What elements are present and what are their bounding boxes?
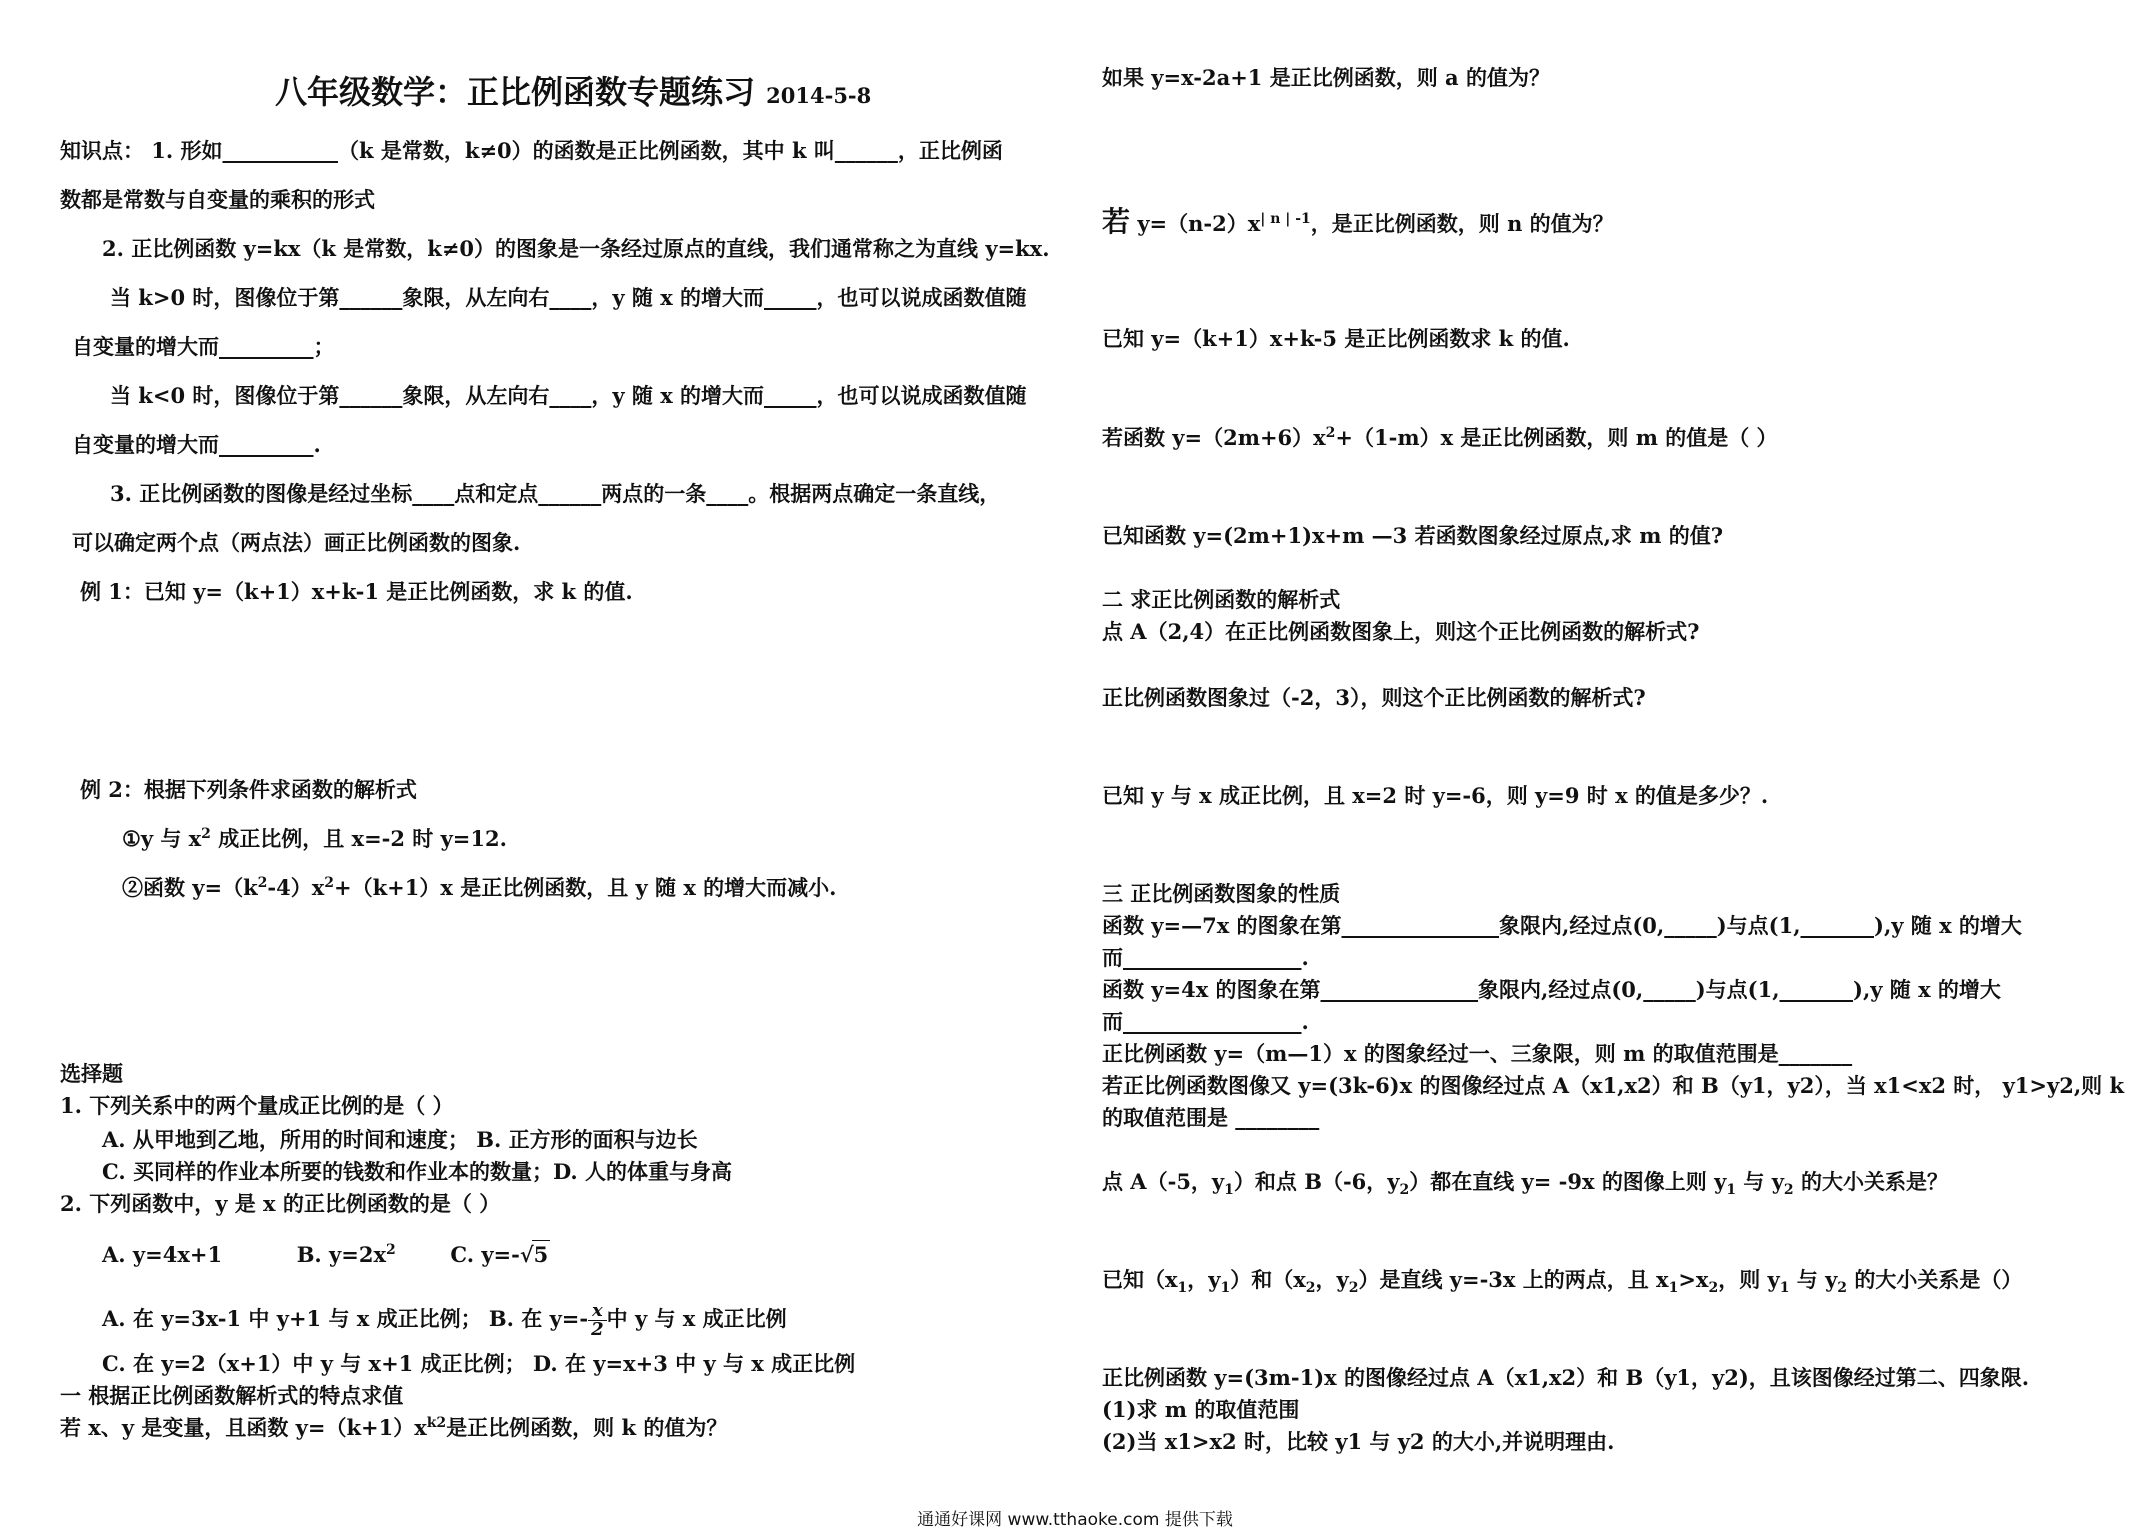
right-question-14: 已知（$x_1$，$y_1$）和（$x_2$，$y_2$）是直线 y=-3x 上的两点，且 $x_1>x_2$，则 $y_1$ 与 $y_2$ 的大小关系是（） [1102, 1267, 2023, 1297]
knowledge-point-3-line-2: 可以确定两个点（两点法）画正比例函数的图象. [72, 530, 521, 555]
right-question-11: 正比例函数 y=（m—1）x 的图象经过一、三象限，则 m 的取值范围是_______ [1102, 1041, 1853, 1066]
title-date: 2014-5-8 [766, 83, 872, 108]
knowledge-point-1-line-1: 知识点： 1. 形如___________（k 是常数，k≠0）的函数是正比例函数，其中 k 叫______，正比例函 [60, 138, 1003, 163]
example-2-part-a: ①y 与 $x^2$ 成正比例，且 x=-2 时 y=12. [122, 826, 507, 851]
fraction-x-over-2: $\frac{x}{2}$ [588, 1302, 607, 1339]
knowledge-point-2-line-3: 自变量的增大而_________； [72, 334, 335, 359]
right-question-10-cont: 而_________________. [1102, 1009, 1309, 1034]
question-1-options-cd: C. 买同样的作业本所要的钱数和作业本的数量；D. 人的体重与身高 [102, 1159, 733, 1184]
title-text: 八年级数学：正比例函数专题练习 [275, 73, 756, 111]
right-question-3: 已知 y=（k+1）x+k-5 是正比例函数求 k 的值. [1102, 326, 1570, 351]
right-question-9: 函数 y=—7x 的图象在第_______________象限内,经过点(0,_____)与点(1,_______),y 随 x 的增大 [1102, 913, 2022, 938]
knowledge-point-2-line-1: 2. 正比例函数 y=kx（k 是常数，k≠0）的图象是一条经过原点的直线，我们通常称之为直线 y=kx. [102, 236, 1050, 261]
right-question-5: 已知函数 y=(2m+1)x+m —3 若函数图象经过原点,求 m 的值? [1102, 523, 1724, 548]
section-3-heading: 三 正比例函数图象的性质 [1102, 881, 1341, 906]
right-question-6: 点 A（2,4）在正比例函数图象上，则这个正比例函数的解析式? [1102, 619, 1700, 644]
section-2-heading: 二 求正比例函数的解析式 [1102, 587, 1341, 612]
question-2-option-c: C. y=-√5 [450, 1242, 549, 1267]
question-2-option-b: B. $y=2x^2$ [296, 1242, 396, 1267]
right-question-12: 若正比例函数图像又 y=(3k-6)x 的图像经过点 A（x1,x2）和 B（y1，y2），当 x1<x2 时， y1>y2,则 k [1102, 1073, 2125, 1098]
knowledge-point-2-line-5: 自变量的增大而_________. [72, 432, 321, 457]
right-column [1075, 0, 2150, 1518]
knowledge-point-3-line-1: 3. 正比例函数的图像是经过坐标____点和定点______两点的一条____。根据两点确定一条直线， [110, 481, 1001, 506]
page-footer: 通通好课网 www.tthaoke.com 提供下载 [917, 1510, 1233, 1530]
right-question-4: 若函数 $y=(2m+6)x^2+(1-m)x$ 是正比例函数，则 m 的值是（ ） [1102, 425, 1778, 450]
right-question-9-cont: 而_________________. [1102, 945, 1309, 970]
question-2-options [102, 1240, 550, 1269]
right-question-2: 若 $y=(n-2)x^{| n | -1}$，是正比例函数，则 n 的值为？ [1102, 205, 1614, 238]
question-3-options-cd: C. 在 y=2（x+1）中 y 与 x+1 成正比例； D. 在 y=x+3 中 y 与 x 成正比例 [102, 1351, 856, 1376]
example-2-part-b: ②函数 $y=(k^2-4)x^2+(k+1)x$ 是正比例函数，且 y 随 x 的增大而减小. [122, 875, 837, 900]
knowledge-point-1-line-2: 数都是常数与自变量的乘积的形式 [60, 187, 375, 212]
knowledge-point-2-line-2: 当 k>0 时，图像位于第______象限，从左向右____，y 随 x 的增大而_____，也可以说成函数值随 [110, 285, 1027, 310]
question-1: 1. 下列关系中的两个量成正比例的是（ ） [60, 1093, 454, 1118]
right-question-8: 已知 y 与 x 成正比例，且 x=2 时 y=-6，则 y=9 时 x 的值是多少？. [1102, 783, 1769, 808]
question-1-options-ab: A. 从甲地到乙地，所用的时间和速度； B. 正方形的面积与边长 [102, 1127, 698, 1152]
multiple-choice-heading: 选择题 [60, 1061, 123, 1086]
page-title [275, 72, 871, 116]
right-question-15: 正比例函数 y=(3m-1)x 的图像经过点 A（x1,x2）和 B（y1，y2)，且该图像经过第二、四象限. [1102, 1365, 2030, 1390]
right-question-13: 点 A（-5，$y_1$）和点 B（-6，$y_2$）都在直线 y= -9x 的图像上则 $y_1$ 与 $y_2$ 的大小关系是？ [1102, 1169, 1948, 1199]
question-2: 2. 下列函数中，y 是 x 的正比例函数的是（ ） [60, 1191, 501, 1216]
right-question-1: 如果 y=x-2a+1 是正比例函数，则 a 的值为？ [1102, 65, 1550, 90]
right-question-7: 正比例函数图象过（-2，3），则这个正比例函数的解析式? [1102, 685, 1646, 710]
section-1-question-1: 若 x、y 是变量，且函数 $y=(k+1)x^{k2}$是正比例函数，则 k 的值为？ [60, 1415, 728, 1440]
example-2: 例 2：根据下列条件求函数的解析式 [80, 777, 417, 802]
right-question-15-part-1: (1)求 m 的取值范围 [1102, 1397, 1300, 1422]
example-1: 例 1：已知 y=（k+1）x+k-1 是正比例函数，求 k 的值. [80, 579, 633, 604]
left-column [0, 0, 1075, 1518]
right-question-10: 函数 y=4x 的图象在第_______________象限内,经过点(0,_____)与点(1,_______),y 随 x 的增大 [1102, 977, 2001, 1002]
right-question-15-part-2: (2)当 x1>x2 时，比较 y1 与 y2 的大小,并说明理由. [1102, 1429, 1615, 1454]
knowledge-point-2-line-4: 当 k<0 时，图像位于第______象限，从左向右____，y 随 x 的增大而_____，也可以说成函数值随 [110, 383, 1027, 408]
question-2-option-a: A. y=4x+1 [102, 1242, 223, 1267]
right-question-12-cont: 的取值范围是 ________ [1102, 1105, 1320, 1130]
question-3-options-ab: A. 在 y=3x-1 中 y+1 与 x 成正比例； B. 在 y=- $\frac{x}{2}$ 中 y 与 x 成正比例 [102, 1300, 787, 1340]
section-1-heading: 一 根据正比例函数解析式的特点求值 [60, 1383, 404, 1408]
